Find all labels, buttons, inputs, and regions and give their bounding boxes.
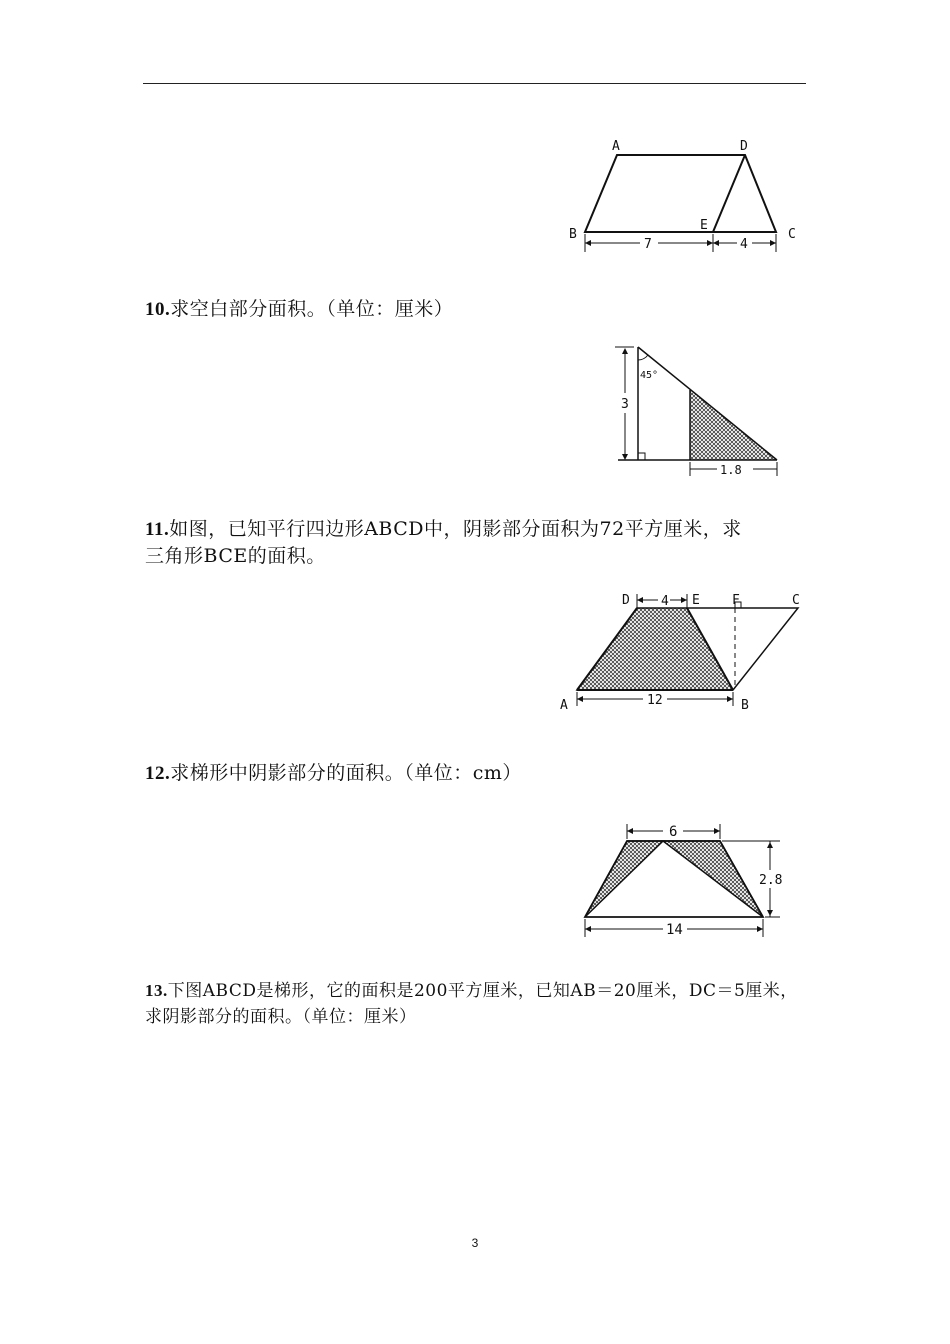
label-a: A bbox=[560, 698, 568, 713]
question-12-number: 12. bbox=[145, 763, 171, 784]
label-d: D bbox=[740, 139, 748, 154]
question-11-number: 11. bbox=[145, 519, 170, 540]
question-13-line1: 下图ABCD是梯形，它的面积是200平方厘米，已知AB＝20厘米，DC＝5厘米， bbox=[167, 981, 798, 1001]
figure-11-parallelogram bbox=[555, 588, 815, 718]
dimension-be: 7 bbox=[644, 237, 652, 252]
label-e: E bbox=[700, 218, 708, 233]
label-e: E bbox=[692, 593, 700, 608]
dimension-ec: 4 bbox=[740, 237, 748, 252]
angle-label: 45° bbox=[640, 370, 659, 381]
base-label: 1.8 bbox=[720, 463, 742, 477]
question-13-number: 13. bbox=[145, 981, 168, 1000]
question-11-line2: 三角形BCE的面积。 bbox=[145, 545, 326, 567]
question-10-text: 求空白部分面积。（单位：厘米） bbox=[170, 298, 454, 320]
label-b: B bbox=[741, 698, 749, 713]
height-label: 3 bbox=[621, 397, 629, 412]
label-b: B bbox=[569, 227, 577, 242]
figure-9-parallelogram bbox=[560, 130, 810, 260]
dimension-height: 2.8 bbox=[759, 873, 783, 888]
label-c: C bbox=[788, 227, 796, 242]
question-13-line2: 求阴影部分的面积。（单位：厘米） bbox=[145, 1007, 417, 1027]
question-12 bbox=[145, 760, 522, 787]
question-11-line1: 如图，已知平行四边形ABCD中，阴影部分面积为72平方厘米，求 bbox=[169, 518, 742, 540]
dimension-ab: 12 bbox=[647, 693, 663, 708]
dimension-de: 4 bbox=[661, 594, 669, 609]
dimension-top: 6 bbox=[669, 824, 678, 840]
label-f: F bbox=[732, 593, 740, 608]
label-c: C bbox=[792, 593, 800, 608]
label-d: D bbox=[622, 593, 630, 608]
label-a: A bbox=[612, 139, 620, 154]
figure-12-trapezoid bbox=[575, 820, 795, 945]
page-number: 3 bbox=[471, 1236, 479, 1250]
question-12-text: 求梯形中阴影部分的面积。（单位：cm） bbox=[170, 762, 522, 784]
header-rule bbox=[143, 83, 806, 84]
question-11 bbox=[145, 516, 742, 570]
question-10 bbox=[145, 296, 453, 323]
dimension-bottom: 14 bbox=[666, 922, 683, 938]
figure-10-triangle bbox=[610, 340, 790, 480]
question-10-number: 10. bbox=[145, 299, 171, 320]
question-13 bbox=[145, 978, 798, 1030]
